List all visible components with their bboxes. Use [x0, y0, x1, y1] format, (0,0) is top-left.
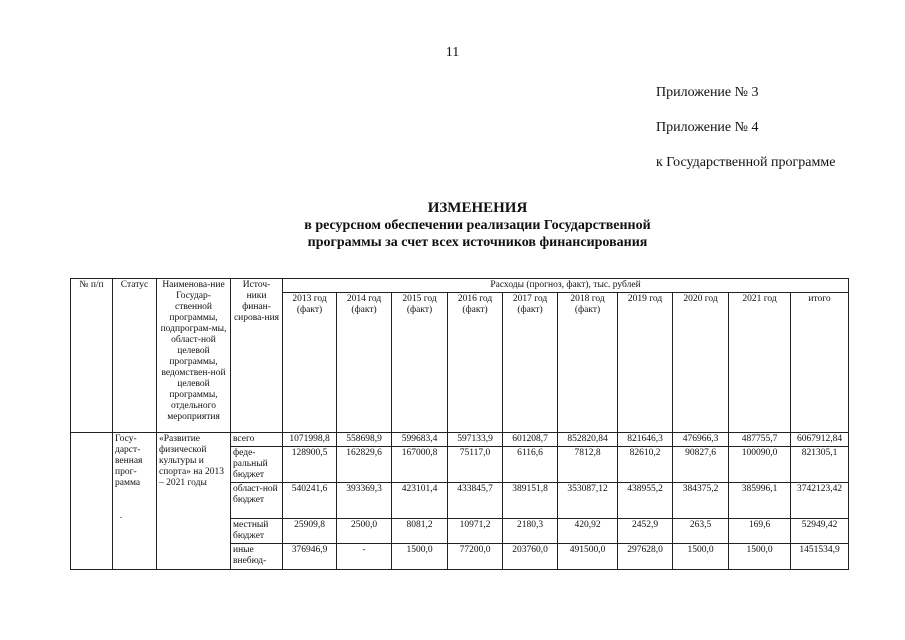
row-total: 3742123,42: [791, 483, 849, 519]
header-source: Источ-ники финан-сирова-ния: [231, 279, 283, 433]
row-value: 2180,3: [503, 519, 558, 544]
row-value: 2500,0: [337, 519, 392, 544]
program-num: [71, 433, 113, 570]
row-value: 162829,6: [337, 447, 392, 483]
header-total: итого: [791, 293, 849, 433]
row-value: 389151,8: [503, 483, 558, 519]
program-status: Госу-дарст-венная прог-рамма .: [113, 433, 157, 570]
row-value: 82610,2: [618, 447, 673, 483]
row-value: 821646,3: [618, 433, 673, 447]
row-value: 90827,6: [673, 447, 729, 483]
row-value: 7812,8: [558, 447, 618, 483]
resource-table: [70, 278, 849, 570]
row-total: 821305,1: [791, 447, 849, 483]
row-total: 6067912,84: [791, 433, 849, 447]
row-value: 491500,0: [558, 544, 618, 570]
row-value: 77200,0: [448, 544, 503, 570]
header-expenses: Расходы (прогноз, факт), тыс. рублей: [283, 279, 849, 293]
row-value: 601208,7: [503, 433, 558, 447]
row-value: 385996,1: [729, 483, 791, 519]
row-source: област-ной бюджет: [231, 483, 283, 519]
row-value: 476966,3: [673, 433, 729, 447]
row-value: 25909,8: [283, 519, 337, 544]
row-value: 384375,2: [673, 483, 729, 519]
row-value: 203760,0: [503, 544, 558, 570]
program-name: «Развитие физической культуры и спорта» на 2013 – 2021 годы: [157, 433, 231, 570]
row-value: 263,5: [673, 519, 729, 544]
row-source: феде-ральный бюджет: [231, 447, 283, 483]
header-year: 2014 год (факт): [337, 293, 392, 433]
row-value: 75117,0: [448, 447, 503, 483]
header-year: 2013 год (факт): [283, 293, 337, 433]
row-value: 1500,0: [392, 544, 448, 570]
row-value: 10971,2: [448, 519, 503, 544]
title-main: ИЗМЕНЕНИЯ: [427, 200, 528, 216]
appendix-line-1: Приложение № 3: [656, 85, 759, 100]
header-year: 2020 год: [673, 293, 729, 433]
header-year: 2019 год: [618, 293, 673, 433]
row-source: всего: [231, 433, 283, 447]
row-value: 128900,5: [283, 447, 337, 483]
header-year: 2016 год (факт): [448, 293, 503, 433]
document-title: [0, 200, 905, 251]
table-row: [71, 433, 849, 447]
row-value: 487755,7: [729, 433, 791, 447]
header-status: Статус: [113, 279, 157, 433]
page-number: 11: [445, 45, 460, 60]
row-value: 438955,2: [618, 483, 673, 519]
title-line-3: программы за счет всех источников финансирования: [307, 235, 648, 250]
appendix-line-3: к Государственной программе: [656, 155, 836, 170]
row-value: 852820,84: [558, 433, 618, 447]
row-value: 420,92: [558, 519, 618, 544]
row-value: -: [337, 544, 392, 570]
header-name: Наименова-ние Государ-ственной программы, подпрограм-мы, област-ной целевой программы, ведомствен-ной целевой программы, отдельного мероприятия: [157, 279, 231, 433]
row-value: 423101,4: [392, 483, 448, 519]
header-year: 2018 год (факт): [558, 293, 618, 433]
row-value: 353087,12: [558, 483, 618, 519]
row-value: 599683,4: [392, 433, 448, 447]
row-value: 6116,6: [503, 447, 558, 483]
row-value: 100090,0: [729, 447, 791, 483]
row-source: местный бюджет: [231, 519, 283, 544]
row-total: 1451534,9: [791, 544, 849, 570]
header-year: 2021 год: [729, 293, 791, 433]
program-dot: .: [119, 511, 123, 521]
row-value: 433845,7: [448, 483, 503, 519]
row-value: 1071998,8: [283, 433, 337, 447]
row-value: 167000,8: [392, 447, 448, 483]
header-year: 2017 год (факт): [503, 293, 558, 433]
title-line-2: в ресурсном обеспечении реализации Государственной: [304, 218, 651, 233]
header-num: № п/п: [71, 279, 113, 433]
appendix-line-2: Приложение № 4: [656, 120, 759, 135]
row-value: 1500,0: [729, 544, 791, 570]
header-year: 2015 год (факт): [392, 293, 448, 433]
row-total: 52949,42: [791, 519, 849, 544]
row-value: 1500,0: [673, 544, 729, 570]
row-value: 297628,0: [618, 544, 673, 570]
row-value: 393369,3: [337, 483, 392, 519]
row-value: 597133,9: [448, 433, 503, 447]
row-value: 540241,6: [283, 483, 337, 519]
row-value: 376946,9: [283, 544, 337, 570]
row-value: 558698,9: [337, 433, 392, 447]
header-row-1: [71, 279, 849, 293]
row-value: 169,6: [729, 519, 791, 544]
row-value: 8081,2: [392, 519, 448, 544]
row-source: иные внебюд-: [231, 544, 283, 570]
row-value: 2452,9: [618, 519, 673, 544]
